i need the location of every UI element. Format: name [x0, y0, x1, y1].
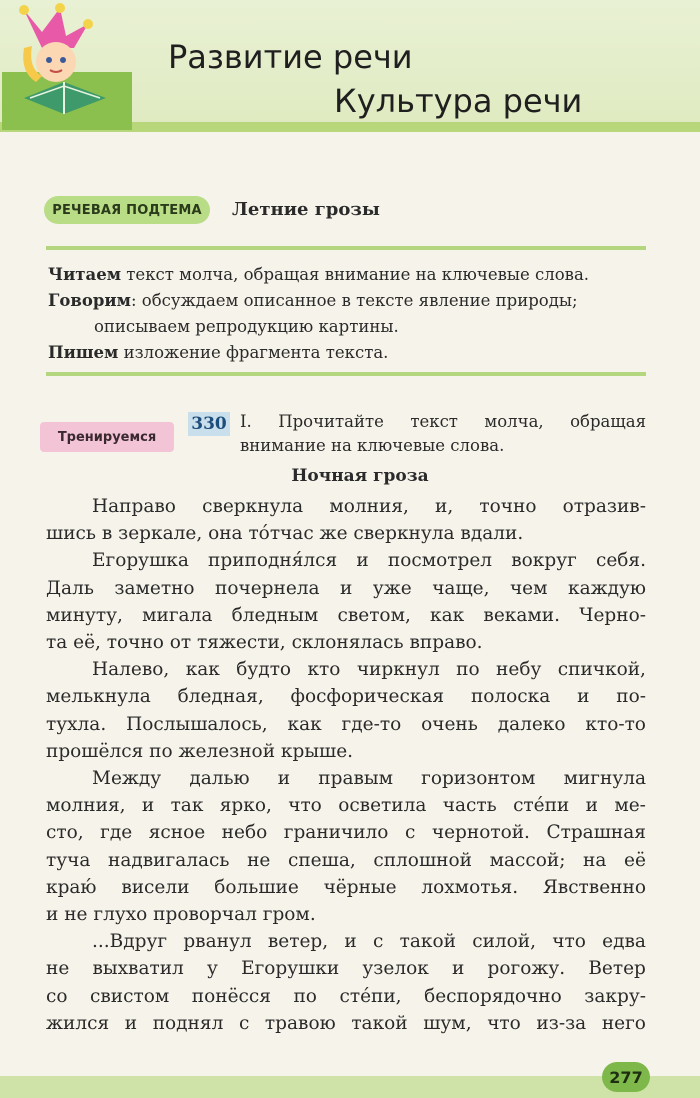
word: чаще, [432, 577, 490, 599]
word: посмотрел [387, 550, 493, 572]
word: выхватил [92, 958, 184, 980]
instruction-label: Читаем [48, 265, 122, 284]
divider-bottom [46, 372, 646, 376]
word: кто-то [585, 713, 646, 735]
word: по [293, 985, 317, 1007]
divider-top [46, 246, 646, 250]
word: по- [616, 686, 646, 708]
word: как [430, 604, 465, 626]
word: небо [221, 822, 268, 844]
word: по [456, 659, 480, 681]
subtopic-badge: РЕЧЕВАЯ ПОДТЕМА [44, 196, 210, 224]
word: Даль [46, 577, 94, 599]
word: где [100, 822, 133, 844]
word: уже [372, 577, 412, 599]
word: шум, [423, 1012, 472, 1034]
exercise-badge: Тренируемся [40, 422, 174, 452]
word: как [185, 659, 220, 681]
word: далью [189, 768, 250, 789]
word: массой; [489, 849, 566, 871]
word: и [577, 686, 590, 708]
instruction-line [48, 262, 650, 288]
word: сте́пи, [339, 985, 402, 1007]
word: заметно [114, 577, 195, 599]
word: часть [442, 795, 497, 817]
story-line [46, 686, 646, 713]
word: закру- [584, 985, 646, 1007]
word: молния, [46, 795, 126, 817]
word: жился [46, 1012, 110, 1034]
instruction-text: текст молча, обращая внимание на ключевые слова. [121, 265, 590, 284]
word: Егорушка [92, 550, 189, 572]
word: молча, [484, 412, 544, 431]
word: приподня́лся [208, 550, 338, 572]
word: такой [351, 1012, 408, 1034]
word: Послышалось, [126, 713, 268, 735]
word: силой, [472, 931, 537, 953]
word: молния, [329, 496, 409, 517]
story-line [46, 986, 646, 1013]
word: и [585, 795, 598, 817]
story-line: шись в зеркале, она тóтчас же сверкнула вдали. [46, 523, 524, 545]
word: и [356, 550, 369, 572]
word: с [404, 822, 416, 844]
word: Егорушки [241, 958, 340, 980]
story-line [46, 795, 646, 822]
word: где-то [341, 713, 402, 735]
story-line [92, 659, 646, 686]
word: с [238, 1012, 250, 1034]
story-line: и не глухо проворчал гром. [46, 904, 316, 925]
word: ясное [148, 822, 206, 844]
word: рогожу. [487, 958, 566, 980]
word: её [624, 849, 646, 871]
section-title-line1: Развитие речи [168, 38, 413, 76]
instruction-label: Пишем [48, 343, 119, 362]
word: туча [46, 849, 91, 871]
word: рванул [183, 931, 252, 953]
word: граничило [283, 822, 389, 844]
exercise-task-line1 [240, 410, 646, 434]
word: и [340, 577, 353, 599]
word: травою [264, 1012, 336, 1034]
subtopic-title: Летние грозы [232, 199, 380, 220]
footer-band [0, 1076, 700, 1098]
word: так [170, 795, 204, 817]
instruction-line [48, 288, 650, 314]
word: понёсся [191, 985, 271, 1007]
word: почернела [215, 577, 320, 599]
word: лохмотья. [421, 876, 519, 898]
word: и [141, 795, 155, 817]
word: минуту, [46, 604, 123, 626]
story-line [92, 931, 646, 958]
word: на [583, 849, 607, 871]
word: текст [410, 412, 458, 431]
word: висели [121, 876, 190, 898]
word: такой [399, 931, 456, 953]
word: и [124, 1012, 138, 1034]
word: и [344, 931, 357, 953]
word: вокруг [511, 550, 577, 572]
word: чернотой. [431, 822, 530, 844]
word: что [552, 931, 586, 953]
word: сплошной [373, 849, 472, 871]
section-title-line2: Культура речи [334, 82, 583, 120]
word: и, [435, 496, 454, 517]
word: правым [318, 768, 393, 789]
word: что [487, 1012, 521, 1034]
word: веками. [483, 604, 560, 626]
exercise-number: 330 [188, 412, 230, 436]
word: ярко, [219, 795, 272, 817]
word: Страшная [546, 822, 646, 844]
word: очень [421, 713, 478, 735]
story-line [92, 496, 646, 523]
exercise-task [240, 410, 646, 458]
word: мелькнула [46, 686, 151, 708]
story-line [46, 958, 646, 985]
word: себя. [595, 550, 646, 572]
word: большие [214, 876, 299, 898]
word: чем [509, 577, 548, 599]
word: мигнула [563, 768, 646, 789]
word: Ветер [588, 958, 646, 980]
word: Черно- [579, 604, 646, 626]
story-line [46, 850, 646, 877]
word: бледным [231, 604, 319, 626]
story-line [92, 550, 646, 577]
word: беспорядочно [424, 985, 562, 1007]
word: отразив- [562, 496, 646, 517]
instruction-line [48, 340, 650, 366]
word: не [46, 958, 70, 980]
mascot-reading-book-icon [2, 2, 132, 130]
instruction-line [48, 314, 650, 340]
word: кто [307, 659, 341, 681]
instruction-text: описываем репродукцию картины. [94, 317, 399, 336]
word: обращая [570, 412, 646, 431]
word: каждую [568, 577, 646, 599]
word: что [288, 795, 322, 817]
story-line [46, 714, 646, 741]
word: с [373, 931, 384, 953]
word: будто [236, 659, 292, 681]
word: Прочитайте [278, 412, 384, 431]
word: чёрные [323, 876, 397, 898]
word: небу [496, 659, 542, 681]
story-line [46, 822, 646, 849]
word: Явственно [542, 876, 646, 898]
word: едва [602, 931, 646, 953]
word: спеша, [287, 849, 356, 871]
word: далеко [497, 713, 566, 735]
word: как [287, 713, 322, 735]
word: поднял [152, 1012, 224, 1034]
story-line [46, 877, 646, 904]
instruction-label: Говорим [48, 291, 131, 310]
word: надвигалась [108, 849, 230, 871]
word: краю́ [46, 876, 97, 898]
word: фосфорическая [290, 686, 445, 708]
word: и [452, 958, 465, 980]
word: Направо [92, 496, 176, 517]
word: не [247, 849, 271, 871]
word: полоска [470, 686, 551, 708]
word: спичкой, [557, 659, 646, 681]
word: у [207, 958, 218, 980]
word: осветила [338, 795, 427, 817]
story-line: та её, точно от тяжести, склонялась вправо. [46, 632, 483, 653]
word: ветер, [267, 931, 329, 953]
word: светом, [337, 604, 411, 626]
story-line [92, 768, 646, 795]
word: I. [240, 412, 252, 431]
story-line [46, 1013, 646, 1040]
instruction-text: изложение фрагмента текста. [118, 343, 389, 362]
word: сте́пи [513, 795, 570, 817]
word: него [601, 1012, 646, 1034]
word: ...Вдруг [92, 931, 168, 953]
exercise-task-line2: внимание на ключевые слова. [240, 436, 505, 455]
story-line [46, 605, 646, 632]
word: бледная, [177, 686, 264, 708]
word: свистом [90, 985, 170, 1007]
word: из-за [536, 1012, 587, 1034]
word: мигала [142, 604, 213, 626]
word: чиркнул [356, 659, 440, 681]
story-line: прошёлся по железной крыше. [46, 740, 354, 762]
word: горизонтом [421, 768, 536, 789]
story-title: Ночная гроза [291, 466, 429, 486]
page-number: 277 [602, 1062, 650, 1092]
instruction-text: : обсуждаем описанное в тексте явление природы; [130, 291, 578, 310]
word: сто, [46, 822, 84, 844]
word: со [46, 985, 68, 1007]
word: ме- [614, 795, 646, 817]
word: Между [92, 768, 162, 789]
word: узелок [362, 958, 429, 980]
word: и [277, 768, 291, 789]
story-line [46, 578, 646, 605]
word: тухла. [46, 713, 107, 735]
word: сверкнула [202, 496, 304, 517]
word: Налево, [92, 659, 170, 681]
word: точно [479, 496, 537, 517]
